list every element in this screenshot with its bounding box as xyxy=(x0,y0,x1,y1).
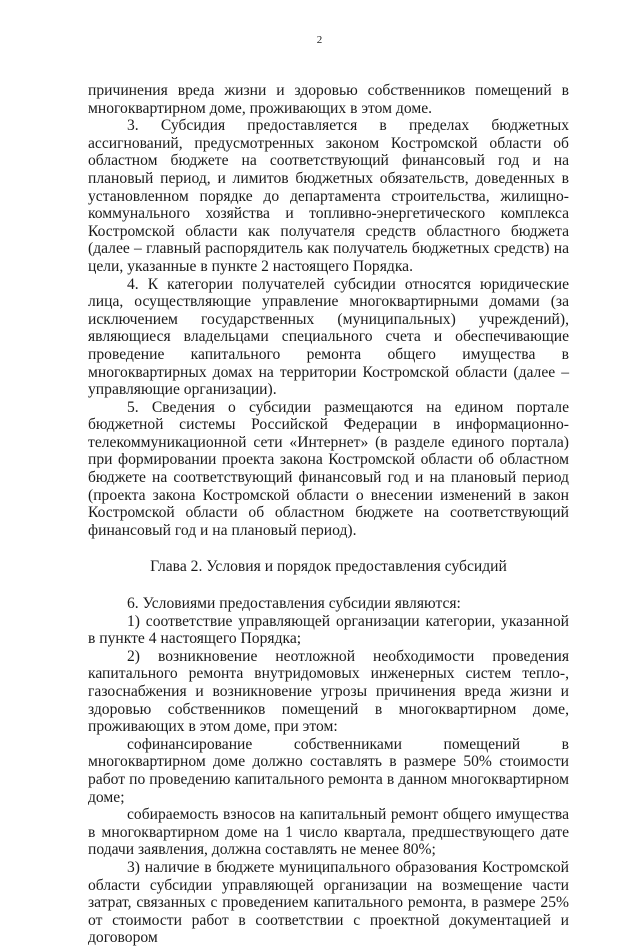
paragraph-continuation: причинения вреда жизни и здоровью собственников помещений в многоквартирном доме, проживающих в этом доме. xyxy=(88,82,569,117)
paragraph-clause-6: 6. Условиями предоставления субсидии являются: xyxy=(127,595,461,613)
paragraph-clause-3: 3. Субсидия предоставляется в пределах бюджетных ассигнований, предусмотренных законом Костромской области об областном бюджете на соответствующий финансовый год и на плановый период, и лимитов бюджетных обязательств, доведенных в установленном порядке до департамента строительства, жилищно-коммунального хозяйства и топливно-энергетического комплекса Костромской области как получателя средств областного бюджета (далее – главный распорядитель как получатель бюджетных средств) на цели, указанные в пункте 2 настоящего Порядка. xyxy=(88,117,569,275)
paragraph-collection-rate: собираемость взносов на капитальный ремонт общего имущества в многоквартирном доме на 1 число квартала, предшествующего дате подачи заявления, должна составлять не менее 80%; xyxy=(88,806,569,859)
document-body xyxy=(88,82,569,947)
page-number: 2 xyxy=(316,34,323,46)
paragraph-clause-5: 5. Сведения о субсидии размещаются на едином портале бюджетной системы Российской Федерации в информационно-телекоммуникационной сети «Интернет» (в разделе единого портала) при формировании проекта закона Костромской области об областном бюджете на соответствующий финансовый год и на плановый период (проекта закона Костромской области о внесении изменений в закон Костромской области об областном бюджете на соответствующий финансовый год и на плановый период). xyxy=(88,398,569,539)
paragraph-cofinancing: софинансирование собственниками помещений в многоквартирном доме должно составлять в размере 50% стоимости работ по проведению капитального ремонта в данном многоквартирном доме; xyxy=(88,735,569,806)
chapter-heading: Глава 2. Условия и порядок предоставления субсидий xyxy=(150,558,507,576)
paragraph-condition-1: 1) соответствие управляющей организации категории, указанной в пункте 4 настоящего Порядка; xyxy=(88,612,569,648)
paragraph-clause-4: 4. К категории получателей субсидии относятся юридические лица, осуществляющие управление многоквартирными домами (за исключением государственных (муниципальных) учреждений), являющиеся владельцами специального счета и обеспечивающие проведение капитального ремонта общего имущества в многоквартирных домах на территории Костромской области (далее – управляющие организации). xyxy=(88,275,569,399)
paragraph-condition-2: 2) возникновение неотложной необходимости проведения капитального ремонта внутридомовых инженерных систем тепло-, газоснабжения и возникновение угрозы причинения вреда жизни и здоровью собственников помещений в многоквартирном доме, проживающих в этом доме, при этом: xyxy=(88,647,569,736)
paragraph-condition-3: 3) наличие в бюджете муниципального образования Костромской области субсидии управляющей организации на возмещение части затрат, связанных с проведением капитального ремонта, в размере 25% от стоимости работ в соответствии с проектной документацией и договором xyxy=(88,858,569,947)
